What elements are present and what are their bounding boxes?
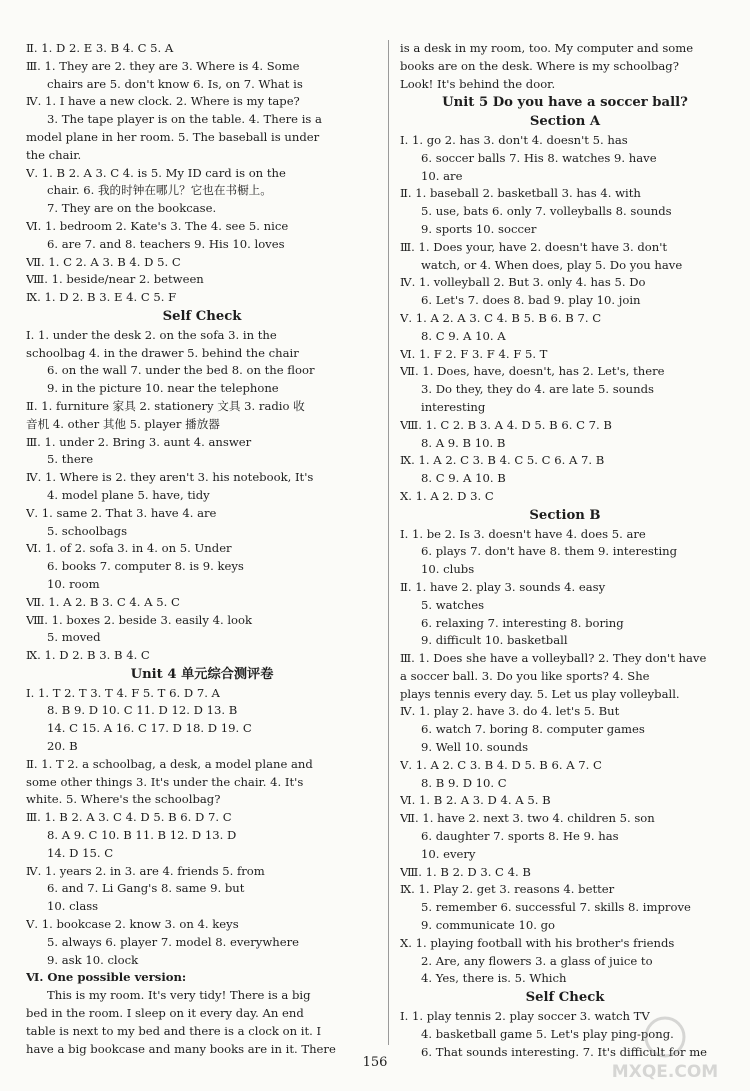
column-divider [388,40,389,1045]
left-column [26,40,378,1058]
answer-line: 6. relaxing 7. interesting 8. boring [421,615,624,630]
answer-line: Ⅷ. 1. beside/near 2. between [26,272,204,287]
section-heading: Section A [529,114,601,130]
answer-line: 5. remember 6. successful 7. skills 8. improve [421,900,691,915]
answer-line: Ⅱ. 1. furniture 家具 2. stationery 文具 3. radio 收 [26,398,305,413]
answer-line: 8. C 9. A 10. A [421,328,506,343]
answer-line: Ⅱ. 1. baseball 2. basketball 3. has 4. with [400,186,641,201]
answer-line: 10. every [421,846,476,861]
essay-line: bed in the room. I sleep on it every day. An end [26,1006,304,1021]
answer-line: Ⅰ. 1. under the desk 2. on the sofa 3. in the [26,327,277,342]
essay-line: Look! It's behind the door. [400,76,556,91]
answer-line: 3. Do they, they do 4. are late 5. sounds [421,382,654,397]
answer-line: Ⅲ. 1. B 2. A 3. C 4. D 5. B 6. D 7. C [26,810,232,825]
answer-line: Ⅶ. 1. Does, have, doesn't, has 2. Let's, there [400,364,665,379]
answer-line: Ⅳ. 1. years 2. in 3. are 4. friends 5. from [26,863,265,878]
answer-line: 4. model plane 5. have, tidy [47,487,210,502]
essay-heading: Ⅵ. One possible version: [26,970,187,985]
answer-line: Ⅲ. 1. They are 2. they are 3. Where is 4. Some [26,58,300,73]
answer-line: chair. 6. 我的时钟在哪儿？它也在书橱上。 [47,183,272,198]
essay-line: books are on the desk. Where is my schoolbag? [400,58,679,73]
answer-line: Ⅴ. 1. A 2. A 3. C 4. B 5. B 6. B 7. C [400,310,602,325]
unit-heading: Unit 5 Do you have a soccer ball? [442,95,688,111]
answer-line: 5. there [47,452,94,467]
answer-line: model plane in her room. 5. The baseball is under [26,129,320,144]
answer-line: 6. are 7. and 8. teachers 9. His 10. loves [47,236,285,251]
answer-line: Ⅲ. 1. Does your, have 2. doesn't have 3. don't [400,239,668,254]
answer-line: Ⅸ. 1. Play 2. get 3. reasons 4. better [400,882,615,897]
answer-line: 10. room [47,576,100,591]
essay-line: table is next to my bed and there is a clock on it. I [26,1023,322,1038]
answer-line: 2. Are, any flowers 3. a glass of juice to [421,953,653,968]
answer-line: 10. class [47,899,99,914]
answer-line: 5. always 6. player 7. model 8. everywhere [47,934,299,949]
answer-line: Ⅳ. 1. volleyball 2. But 3. only 4. has 5. Do [400,275,646,290]
answer-line: Ⅰ. 1. T 2. T 3. T 4. F 5. T 6. D 7. A [26,685,220,700]
answer-line: Ⅳ. 1. Where is 2. they aren't 3. his notebook, It's [26,470,314,485]
answer-line: Ⅸ. 1. D 2. B 3. E 4. C 5. F [26,290,177,305]
answer-line: 6. That sounds interesting. 7. It's difficult for me [421,1044,708,1059]
answer-line: white. 5. Where's the schoolbag? [26,792,221,807]
answer-line: 6. daughter 7. sports 8. He 9. has [421,829,619,844]
answer-line: Ⅰ. 1. be 2. Is 3. doesn't have 4. does 5. are [400,526,646,541]
section-heading: Unit 4 单元综合测评卷 [130,666,274,682]
answer-line: 9. communicate 10. go [421,918,555,933]
answer-line: interesting [421,399,486,414]
answer-line: 6. and 7. Li Gang's 8. same 9. but [47,881,245,896]
answer-line: 6. Let's 7. does 8. bad 9. play 10. join [421,293,641,308]
section-heading: Self Check [162,308,242,324]
answer-line: 9. ask 10. clock [47,952,139,967]
answer-line: 5. schoolbags [47,523,128,538]
answer-line: 6. plays 7. don't have 8. them 9. interesting [421,544,678,559]
answer-line: 10. clubs [421,562,475,577]
answer-line: Ⅶ. 1. A 2. B 3. C 4. A 5. C [26,594,180,609]
answer-line: Ⅴ. 1. same 2. That 3. have 4. are [26,505,217,520]
answer-line: 9. difficult 10. basketball [421,633,568,648]
answer-line: 5. moved [47,630,101,645]
essay-line: This is my room. It's very tidy! There is a big [47,988,311,1003]
answer-line: 9. Well 10. sounds [421,740,529,755]
answer-line: plays tennis every day. 5. Let us play volleyball. [400,686,680,701]
answer-line: Ⅷ. 1. C 2. B 3. A 4. D 5. B 6. C 7. B [400,417,612,432]
section-heading: Self Check [525,990,605,1006]
answer-line: Ⅴ. 1. A 2. C 3. B 4. D 5. B 6. A 7. C [400,757,602,772]
watermark-text: MXQE.COM [611,1062,719,1081]
answer-line: Ⅵ. 1. bedroom 2. Kate's 3. The 4. see 5. nice [26,218,289,233]
answer-line: 9. sports 10. soccer [421,221,537,236]
watermark-logo [603,1013,728,1081]
answer-line: Ⅲ. 1. under 2. Bring 3. aunt 4. answer [26,434,252,449]
answer-line: 4. Yes, there is. 5. Which [421,971,567,986]
answer-line: 14. D 15. C [47,845,114,860]
essay-line: is a desk in my room, too. My computer and some [400,41,694,55]
answer-line: 7. They are on the bookcase. [47,201,217,216]
answer-line: 音机 4. other 其他 5. player 播放器 [26,416,220,431]
answer-line: 8. A 9. C 10. B 11. B 12. D 13. D [47,828,237,843]
answer-line: some other things 3. It's under the chair. 4. It's [26,774,304,789]
section-heading: Section B [529,507,601,523]
answer-line: Ⅵ. 1. of 2. sofa 3. in 4. on 5. Under [26,541,232,556]
answer-line: 6. soccer balls 7. His 8. watches 9. have [421,150,657,165]
answer-line: a soccer ball. 3. Do you like sports? 4. She [400,668,650,683]
answer-line: Ⅹ. 1. A 2. D 3. C [400,488,494,503]
answer-line: Ⅰ. 1. go 2. has 3. don't 4. doesn't 5. has [400,132,628,147]
answer-line: Ⅴ. 1. bookcase 2. know 3. on 4. keys [26,917,239,932]
answer-line: 8. A 9. B 10. B [421,435,506,450]
answer-line: 8. C 9. A 10. B [421,471,506,486]
answer-line: Ⅲ. 1. Does she have a volleyball? 2. They don't have [400,651,707,666]
answer-line: 6. books 7. computer 8. is 9. keys [47,559,244,574]
answer-line: schoolbag 4. in the drawer 5. behind the chair [26,345,299,360]
answer-line: Ⅶ. 1. C 2. A 3. B 4. D 5. C [26,254,181,269]
answer-line: 3. The tape player is on the table. 4. There is a [47,112,322,127]
answer-line: the chair. [26,147,82,162]
answer-line: Ⅴ. 1. B 2. A 3. C 4. is 5. My ID card is on the [26,165,286,180]
answer-line: 9. in the picture 10. near the telephone [47,381,279,396]
answer-line: Ⅶ. 1. have 2. next 3. two 4. children 5. son [400,811,655,826]
answer-line: 6. on the wall 7. under the bed 8. on the floor [47,363,315,378]
answer-line: Ⅸ. 1. D 2. B 3. B 4. C [26,648,150,663]
answer-line: Ⅵ. 1. B 2. A 3. D 4. A 5. B [400,793,551,808]
essay-line: have a big bookcase and many books are in it. There [26,1041,336,1056]
answer-line: Ⅹ. 1. playing football with his brother's friends [400,935,675,950]
answer-line: watch, or 4. When does, play 5. Do you have [421,257,683,272]
page-number: 156 [362,1055,388,1070]
answer-line: Ⅱ. 1. D 2. E 3. B 4. C 5. A [26,41,174,55]
answer-line: Ⅷ. 1. B 2. D 3. C 4. B [400,864,531,879]
answer-line: Ⅰ. 1. play tennis 2. play soccer 3. watch TV [400,1009,650,1024]
answer-line: 14. C 15. A 16. C 17. D 18. D 19. C [47,721,252,736]
right-column [400,40,730,1061]
answer-line: 4. basketball game 5. Let's play ping-pong. [421,1026,674,1041]
answer-line: 5. watches [421,597,485,612]
answer-line: 5. use, bats 6. only 7. volleyballs 8. sounds [421,204,672,219]
answer-line: Ⅵ. 1. F 2. F 3. F 4. F 5. T [400,346,548,361]
answer-line: Ⅸ. 1. A 2. C 3. B 4. C 5. C 6. A 7. B [400,453,605,468]
answer-line: 20. B [47,739,78,754]
answer-line: 6. watch 7. boring 8. computer games [421,722,645,737]
answer-line: 8. B 9. D 10. C [421,775,507,790]
answer-line: 8. B 9. D 10. C 11. D 12. D 13. B [47,703,238,718]
answer-line: Ⅳ. 1. play 2. have 3. do 4. let's 5. But [400,704,620,719]
answer-line: Ⅱ. 1. have 2. play 3. sounds 4. easy [400,579,606,594]
answer-line: Ⅷ. 1. boxes 2. beside 3. easily 4. look [26,612,253,627]
answer-line: Ⅱ. 1. T 2. a schoolbag, a desk, a model plane and [26,756,313,771]
answer-line: chairs are 5. don't know 6. Is, on 7. What is [47,76,303,91]
answer-line: 10. are [421,168,463,183]
answer-line: Ⅳ. 1. I have a new clock. 2. Where is my tape? [26,94,300,109]
